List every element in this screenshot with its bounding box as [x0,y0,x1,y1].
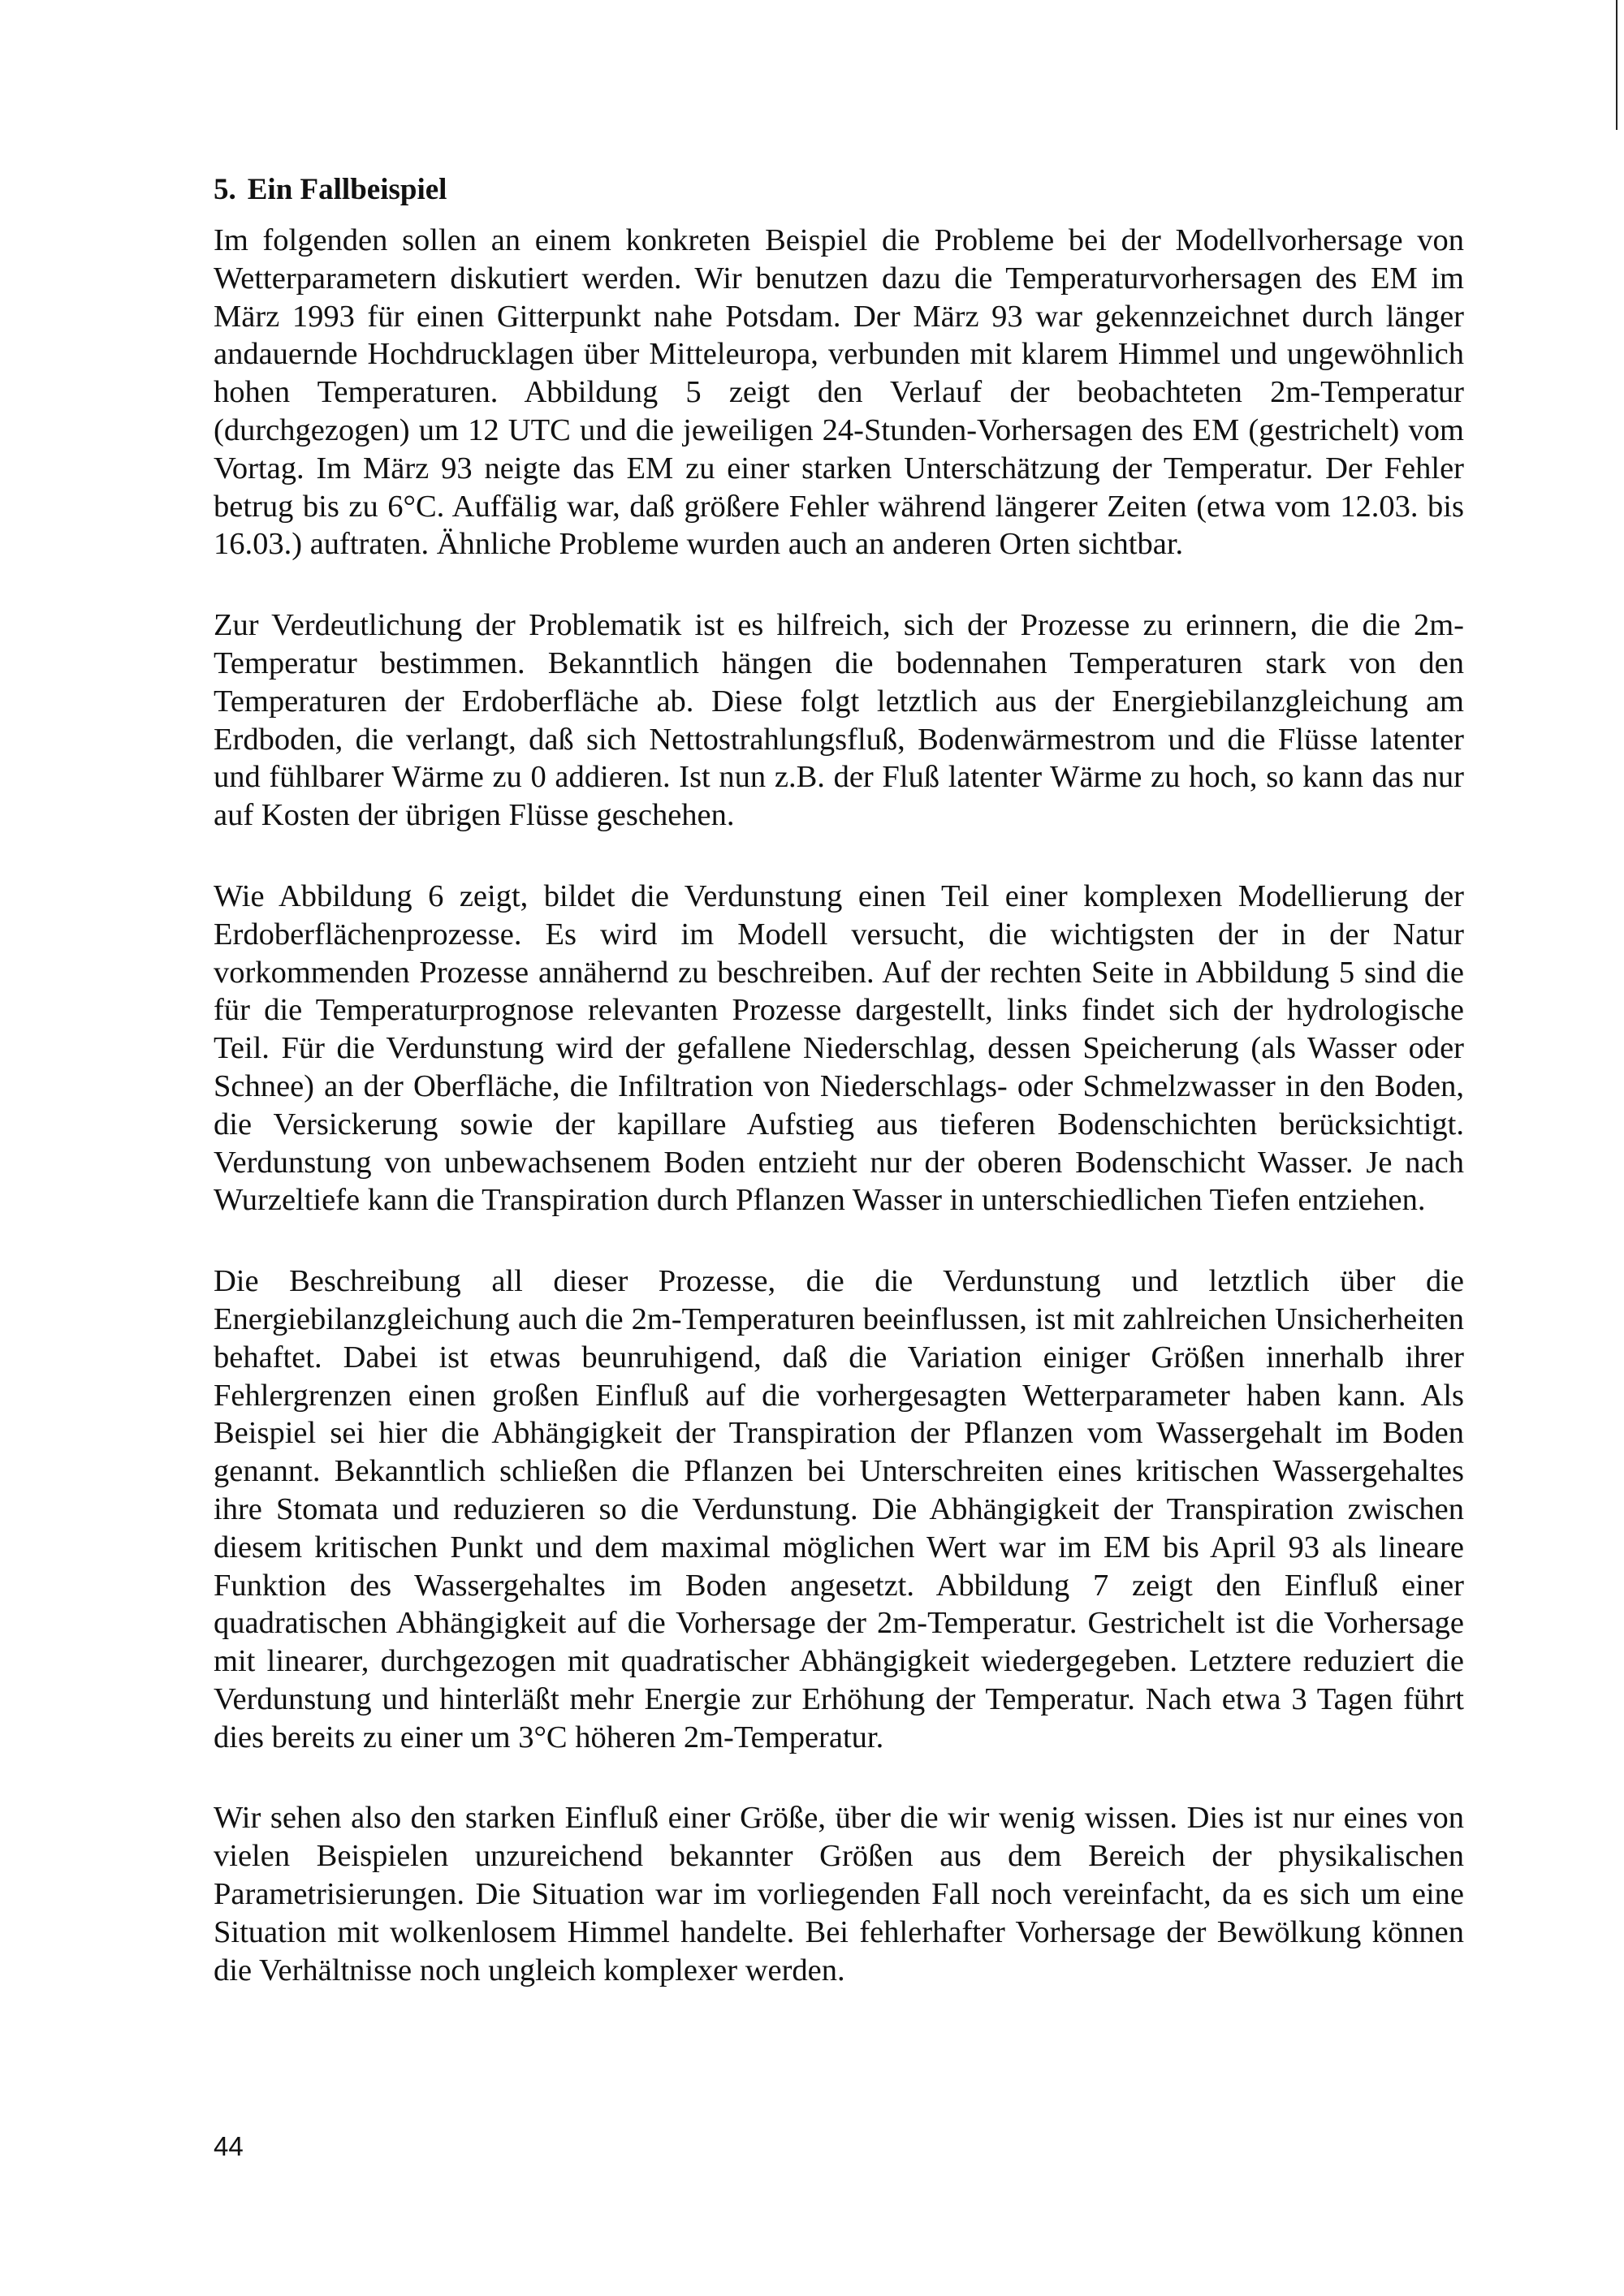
scan-edge-mark [1616,0,1618,130]
paragraph-5: Wir sehen also den starken Einfluß einer Größe, über die wir wenig wissen. Dies ist nur eines von vielen Beispielen unzureichend bekannter Größen aus dem Bereich der physikalischen Parametrisierungen. Die Situation war im vorliegenden Fall noch vereinfacht, da es sich um eine Situation mit wolkenlosem Himmel handelte. Bei fehlerhafter Vorhersage der Bewölkung können die Verhältnisse noch ungleich komplexer werden. [214,1801,1464,1987]
section-number: 5. [214,173,236,206]
section-heading [214,170,1464,209]
paragraph-4: Die Beschreibung all dieser Prozesse, die die Verdunstung und letztlich über die Energiebilanzgleichung auch die 2m-Temperaturen beeinflussen, ist mit zahlreichen Unsicherheiten behaftet. Dabei ist etwas beunruhigend, daß die Variation einiger Größen innerhalb ihrer Fehlergrenzen einen großen Einfluß auf die vorhergesagten Wetterparameter haben kann. Als Beispiel sei hier die Abhängigkeit der Transpiration der Pflanzen vom Wassergehalt im Boden genannt. Bekanntlich schließen die Pflanzen bei Unterschreiten eines kritischen Wassergehaltes ihre Stomata und reduzieren so die Verdunstung. Die Abhängigkeit der Transpiration zwischen diesem kritischen Punkt und dem maximal möglichen Wert war im EM bis April 93 als lineare Funktion des Wassergehaltes im Boden angesetzt. Abbildung 7 zeigt den Einfluß einer quadratischen Abhängigkeit auf die Vorhersage der 2m-Temperatur. Gestrichelt ist die Vorhersage mit linearer, durchgezogen mit quadratischer Abhängigkeit wiedergegeben. Letztere reduziert die Verdunstung und hinterläßt mehr Energie zur Erhöhung der Temperatur. Nach etwa 3 Tagen führt dies bereits zu einer um 3°C höheren 2m-Temperatur. [214,1264,1464,1754]
paragraph-2: Zur Verdeutlichung der Problematik ist es hilfreich, sich der Prozesse zu erinnern, die die 2m-Temperatur bestimmen. Bekanntlich hängen die bodennahen Temperaturen stark von den Temperaturen der Erdoberfläche ab. Diese folgt letztlich aus der Energiebilanzgleichung am Erdboden, die verlangt, daß sich Nettostrahlungsfluß, Bodenwärmestrom und die Flüsse latenter und fühlbarer Wärme zu 0 addieren. Ist nun z.B. der Fluß latenter Wärme zu hoch, so kann das nur auf Kosten der übrigen Flüsse geschehen. [214,608,1464,833]
paragraph-3: Wie Abbildung 6 zeigt, bildet die Verdunstung einen Teil einer komplexen Modellierung der Erdoberflächenprozesse. Es wird im Modell versucht, die wichtigsten der in der Natur vorkommenden Prozesse annähernd zu beschreiben. Auf der rechten Seite in Abbildung 5 sind die für die Temperaturprognose relevanten Prozesse dargestellt, links findet sich der hydrologische Teil. Für die Verdunstung wird der gefallene Niederschlag, dessen Speicherung (als Wasser oder Schnee) an der Oberfläche, die Infiltration von Niederschlags- oder Schmelzwasser in den Boden, die Versickerung sowie der kapillare Aufstieg aus tieferen Bodenschichten berücksichtigt. Verdunstung von unbewachsenem Boden entzieht nur der oberen Bodenschicht Wasser. Je nach Wurzeltiefe kann die Transpiration durch Pflanzen Wasser in unterschiedlichen Tiefen entziehen. [214,878,1464,1218]
section-title: Ein Fallbeispiel [247,173,447,206]
document-page [214,170,1464,2032]
paragraph-1: Im folgenden sollen an einem konkreten Beispiel die Probleme bei der Modellvorhersage von Wetterparametern diskutiert werden. Wir benutzen dazu die Temperaturvorhersagen des EM im März 1993 für einen Gitterpunkt nahe Potsdam. Der März 93 war gekennzeichnet durch länger andauernde Hochdrucklagen über Mitteleuropa, verbunden mit klarem Himmel und ungewöhnlich hohen Temperaturen. Abbildung 5 zeigt den Verlauf der beobachteten 2m-Temperatur (durchgezogen) um 12 UTC und die jeweiligen 24-Stunden-Vorhersagen des EM (gestrichelt) vom Vortag. Im März 93 neigte das EM zu einer starken Unterschätzung der Temperatur. Der Fehler betrug bis zu 6°C. Auffälig war, daß größere Fehler während längerer Zeiten (etwa vom 12.03. bis 16.03.) auftraten. Ähnliche Probleme wurden auch an anderen Orten sichtbar. [214,223,1464,562]
page-number: 44 [214,2131,244,2161]
